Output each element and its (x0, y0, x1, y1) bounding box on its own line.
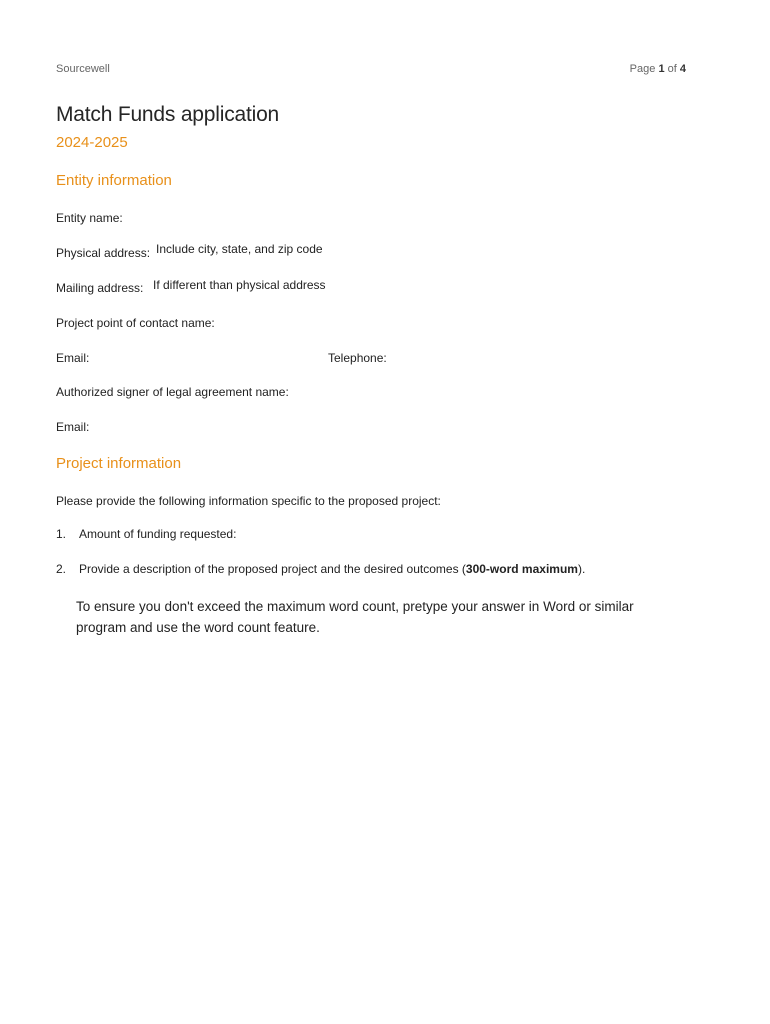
telephone-label: Telephone: (328, 351, 387, 365)
document-title: Match Funds application (56, 103, 280, 126)
list-item-text-after: ). (577, 562, 586, 576)
physical-address-hint: Include city, state, and zip code (156, 242, 323, 256)
page-number-prefix: Page (629, 63, 656, 75)
signer-name-label: Authorized signer of legal agreement name: (56, 385, 289, 399)
signer-email-label: Email: (56, 420, 90, 434)
header-organization: Sourcewell (56, 63, 110, 75)
physical-address-label: Physical address: (56, 246, 151, 260)
list-item-number: 1. (56, 527, 67, 541)
contact-name-label: Project point of contact name: (56, 316, 215, 330)
document-year: 2024-2025 (56, 134, 128, 151)
page-number-current: 1 (658, 63, 665, 75)
list-item-text: Amount of funding requested: (79, 527, 237, 541)
project-section-heading: Project information (56, 455, 182, 472)
page-number-total: 4 (679, 63, 686, 75)
page-number (630, 63, 686, 75)
contact-email-label: Email: (56, 351, 90, 365)
page-number-of: of (667, 63, 677, 75)
word-limit-emphasis: 300-word maximum (465, 562, 578, 576)
entity-name-label: Entity name: (56, 211, 123, 225)
project-intro: Please provide the following information specific to the proposed project: (56, 494, 441, 508)
list-item-text-before: Provide a description of the proposed project and the desired outcomes ( (79, 562, 466, 576)
word-count-instruction: To ensure you don't exceed the maximum word count, pretype your answer in Word or similar program and use the word count feature. (76, 599, 634, 635)
mailing-address-hint: If different than physical address (153, 278, 326, 292)
list-item-funding (56, 527, 236, 541)
list-item-description (56, 562, 585, 576)
list-item-number: 2. (56, 562, 67, 576)
mailing-address-label: Mailing address: (56, 281, 144, 295)
entity-section-heading: Entity information (56, 172, 172, 189)
